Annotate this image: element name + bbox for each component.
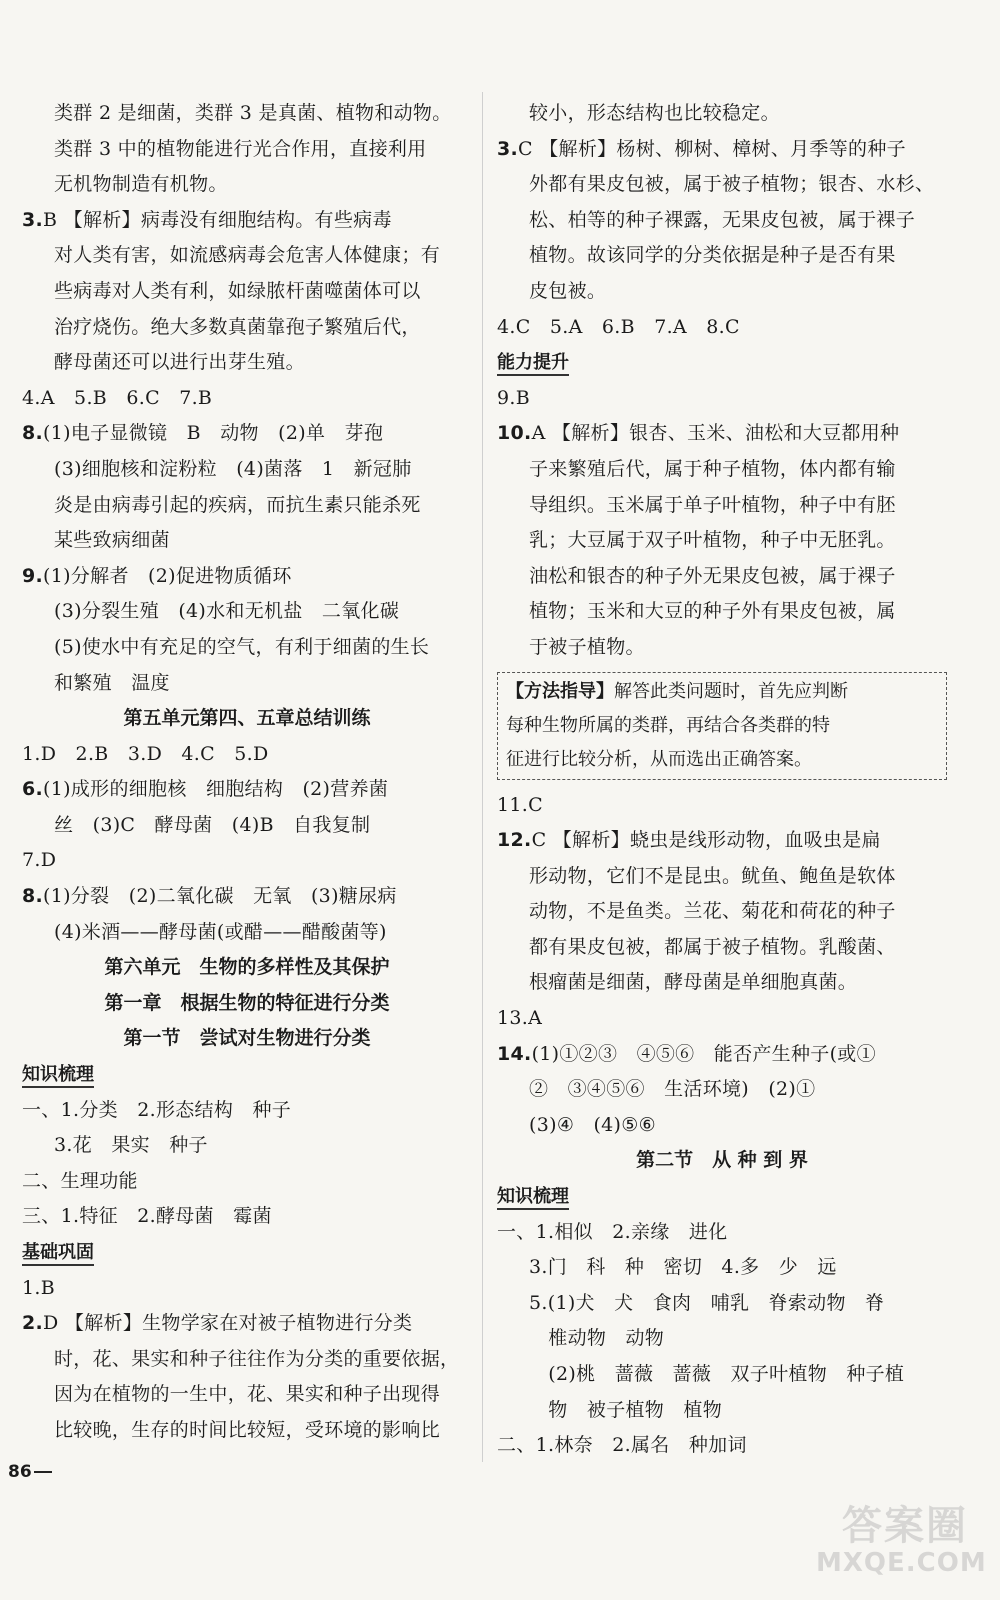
watermark-logo bbox=[812, 1494, 987, 1590]
answer-line bbox=[497, 203, 947, 239]
answer-text: 11.C bbox=[497, 793, 543, 816]
answer-text: (2)桃 蔷薇 蔷薇 双子叶植物 种子植 bbox=[529, 1363, 905, 1385]
subsection-label-text: 能力提升 bbox=[497, 352, 569, 376]
answer-text: B 【解析】病毒没有细胞结构。有些病毒 bbox=[43, 208, 392, 231]
answer-line bbox=[22, 559, 472, 595]
answer-line bbox=[497, 96, 947, 132]
answer-line bbox=[497, 1250, 947, 1286]
answer-line bbox=[497, 310, 947, 346]
answer-text: 二、生理功能 bbox=[22, 1169, 138, 1192]
answer-line bbox=[497, 1321, 947, 1357]
answer-text: (3)分裂生殖 (4)水和无机盐 二氧化碳 bbox=[54, 600, 400, 623]
answer-line bbox=[22, 96, 472, 132]
answer-text: 9.B bbox=[497, 386, 530, 409]
answer-text: (3)④ (4)⑤⑥ bbox=[529, 1113, 656, 1136]
answer-text: 导组织。玉米属于单子叶植物，种子中有胚 bbox=[529, 493, 896, 516]
answer-text: 因为在植物的一生中，花、果实和种子出现得 bbox=[54, 1383, 441, 1406]
answer-line bbox=[497, 788, 947, 824]
answer-line bbox=[497, 1215, 947, 1251]
answer-line bbox=[22, 772, 472, 808]
answer-text: 较小，形态结构也比较稳定。 bbox=[529, 102, 780, 124]
method-guide-line bbox=[506, 675, 938, 709]
answer-text: 3.花 果实 种子 bbox=[54, 1134, 208, 1157]
question-number: 3. bbox=[22, 208, 44, 231]
answer-line bbox=[22, 1413, 472, 1449]
answer-text: 椎动物 动物 bbox=[529, 1327, 665, 1350]
subsection-label bbox=[497, 1179, 947, 1215]
answer-text: 乳；大豆属于双子叶植物，种子中无胚乳。 bbox=[529, 529, 896, 552]
answer-line bbox=[22, 808, 472, 844]
answer-text: 植物；玉米和大豆的种子外有果皮包被，属 bbox=[529, 600, 896, 623]
answer-line bbox=[497, 1072, 947, 1108]
section-heading: 第二节 从 种 到 界 bbox=[636, 1149, 808, 1172]
answer-text: 无机物制造有机物。 bbox=[54, 173, 228, 196]
answer-text: 松、柏等的种子裸露，无果皮包被，属于裸子 bbox=[529, 208, 916, 231]
answer-text: 二、1.林奈 2.属名 种加词 bbox=[497, 1434, 747, 1457]
answer-line bbox=[22, 1164, 472, 1200]
answer-text: 类群 3 中的植物能进行光合作用，直接利用 bbox=[54, 137, 427, 160]
answer-text: 4.A 5.B 6.C 7.B bbox=[22, 386, 213, 409]
question-number: 6. bbox=[22, 778, 44, 801]
answer-text: 酵母菌还可以进行出芽生殖。 bbox=[54, 351, 305, 374]
answer-text: 治疗烧伤。绝大多数真菌靠孢子繁殖后代， bbox=[54, 315, 421, 338]
answer-line bbox=[497, 1357, 947, 1393]
answer-line bbox=[22, 879, 472, 915]
answer-text: 些病毒对人类有利，如绿脓杆菌噬菌体可以 bbox=[54, 279, 421, 302]
answer-line bbox=[22, 132, 472, 168]
answer-text: 于被子植物。 bbox=[529, 635, 645, 658]
answer-line bbox=[22, 523, 472, 559]
answer-line bbox=[497, 823, 947, 859]
answer-text: 形动物，它们不是昆虫。鱿鱼、鲍鱼是软体 bbox=[529, 864, 896, 887]
answer-text: 都有果皮包被，都属于被子植物。乳酸菌、 bbox=[529, 935, 896, 958]
answer-line bbox=[22, 915, 472, 951]
answer-text: (1)电子显微镜 B 动物 (2)单 芽孢 bbox=[43, 422, 384, 445]
section-heading: 第一节 尝试对生物进行分类 bbox=[123, 1027, 371, 1050]
answer-text: 类群 2 是细菌，类群 3 是真菌、植物和动物。 bbox=[54, 102, 452, 124]
answer-line bbox=[497, 965, 947, 1001]
answer-line bbox=[497, 859, 947, 895]
answer-line bbox=[22, 1271, 472, 1307]
answer-line bbox=[22, 1306, 472, 1342]
answer-line bbox=[497, 630, 947, 666]
answer-line bbox=[497, 416, 947, 452]
answer-text: (3)细胞核和淀粉粒 (4)菌落 1 新冠肺 bbox=[54, 457, 412, 480]
answer-line bbox=[22, 381, 472, 417]
answer-line bbox=[497, 1286, 947, 1322]
answer-text: 时，花、果实和种子往往作为分类的重要依据， bbox=[54, 1347, 460, 1370]
answer-line bbox=[22, 594, 472, 630]
answer-line bbox=[22, 452, 472, 488]
answer-line bbox=[497, 1037, 947, 1073]
section-heading: 第一章 根据生物的特征进行分类 bbox=[104, 991, 390, 1014]
answer-line bbox=[22, 1199, 472, 1235]
answer-text: 子来繁殖后代，属于种子植物，体内都有输 bbox=[529, 457, 896, 480]
answer-text: C 【解析】杨树、柳树、樟树、月季等的种子 bbox=[518, 137, 906, 160]
method-guide-text: 每种生物所属的类群，再结合各类群的特 bbox=[506, 714, 830, 736]
answer-line bbox=[497, 452, 947, 488]
answer-line bbox=[497, 894, 947, 930]
section-heading: 第五单元第四、五章总结训练 bbox=[123, 707, 371, 730]
answer-text: 动物，不是鱼类。兰花、菊花和荷花的种子 bbox=[529, 900, 896, 923]
answer-text: 一、1.相似 2.亲缘 进化 bbox=[497, 1220, 728, 1243]
answer-text: 比较晚，生存的时间比较短，受环境的影响比 bbox=[54, 1418, 441, 1441]
answer-text: (5)使水中有充足的空气，有利于细菌的生长 bbox=[54, 635, 430, 658]
answer-text: D 【解析】生物学家在对被子植物进行分类 bbox=[43, 1312, 413, 1335]
answer-text: 一、1.分类 2.形态结构 种子 bbox=[22, 1098, 292, 1121]
answer-text: (1)分解者 (2)促进物质循环 bbox=[43, 564, 292, 587]
answer-line bbox=[22, 843, 472, 879]
column-divider bbox=[482, 92, 483, 1462]
answer-text: 3.门 科 种 密切 4.多 少 远 bbox=[529, 1256, 837, 1279]
answer-text: 1.B bbox=[22, 1276, 55, 1299]
answer-text: (1)分裂 (2)二氧化碳 无氧 (3)糖尿病 bbox=[43, 885, 397, 908]
page-number: 86 bbox=[8, 1462, 52, 1482]
question-number: 12. bbox=[497, 829, 532, 852]
answer-text: 根瘤菌是细菌，酵母菌是单细胞真菌。 bbox=[529, 971, 858, 994]
question-number: 9. bbox=[22, 564, 44, 587]
answer-line bbox=[497, 1393, 947, 1429]
answer-text: 某些致病细菌 bbox=[54, 529, 170, 552]
answer-text: A 【解析】银杏、玉米、油松和大豆都用种 bbox=[531, 422, 900, 445]
answer-text: 1.D 2.B 3.D 4.C 5.D bbox=[22, 742, 269, 765]
answer-line bbox=[22, 488, 472, 524]
answer-line bbox=[22, 737, 472, 773]
question-number: 2. bbox=[22, 1312, 44, 1335]
answer-text: (4)米酒——酵母菌(或醋——醋酸菌等) bbox=[54, 920, 387, 943]
answer-line bbox=[22, 1128, 472, 1164]
answer-line bbox=[22, 1093, 472, 1129]
answer-text: (1)①②③ ④⑤⑥ 能否产生种子(或① bbox=[531, 1042, 876, 1065]
answer-line bbox=[22, 1342, 472, 1378]
answer-text: ② ③④⑤⑥ 生活环境) (2)① bbox=[529, 1078, 816, 1101]
answer-line bbox=[22, 167, 472, 203]
answer-line bbox=[22, 666, 472, 702]
method-guide-text: 解答此类问题时，首先应判断 bbox=[614, 680, 848, 702]
answer-line bbox=[22, 238, 472, 274]
answer-line bbox=[497, 167, 947, 203]
answer-line bbox=[497, 132, 947, 168]
answer-line bbox=[497, 594, 947, 630]
subsection-label-text: 基础巩固 bbox=[22, 1242, 94, 1266]
answer-text: C 【解析】蛲虫是线形动物，血吸虫是扁 bbox=[531, 829, 881, 852]
subsection-label-text: 知识梳理 bbox=[497, 1186, 569, 1210]
answer-text: 5.(1)犬 犬 食肉 哺乳 脊索动物 脊 bbox=[529, 1291, 885, 1314]
answer-line bbox=[22, 203, 472, 239]
answer-line bbox=[497, 1428, 947, 1464]
answer-line bbox=[497, 559, 947, 595]
answer-text: 13.A bbox=[497, 1007, 543, 1030]
answer-text: 三、1.特征 2.酵母菌 霉菌 bbox=[22, 1205, 272, 1228]
answer-text: 外都有果皮包被，属于被子植物；银杏、水杉、 bbox=[529, 173, 935, 196]
method-guide-text: 征进行比较分析，从而选出正确答案。 bbox=[506, 748, 812, 770]
question-number: 14. bbox=[497, 1042, 532, 1065]
answer-line bbox=[22, 1377, 472, 1413]
left-column bbox=[22, 96, 472, 1449]
answer-text: 和繁殖 温度 bbox=[54, 671, 170, 694]
subsection-label bbox=[22, 1235, 472, 1271]
question-number: 10. bbox=[497, 422, 532, 445]
answer-text: 油松和银杏的种子外无果皮包被，属于裸子 bbox=[529, 564, 896, 587]
method-guide-tag: 【方法指导】 bbox=[506, 680, 614, 702]
answer-text: (1)成形的细胞核 细胞结构 (2)营养菌 bbox=[43, 778, 389, 801]
answer-text: 皮包被。 bbox=[529, 279, 607, 302]
subsection-label bbox=[497, 345, 947, 381]
method-guide-box bbox=[497, 672, 947, 780]
answer-text: 4.C 5.A 6.B 7.A 8.C bbox=[497, 315, 740, 338]
answer-text: 丝 (3)C 酵母菌 (4)B 自我复制 bbox=[54, 813, 371, 836]
answer-text: 对人类有害，如流感病毒会危害人体健康；有 bbox=[54, 244, 441, 267]
question-number: 8. bbox=[22, 422, 44, 445]
answer-line bbox=[497, 1001, 947, 1037]
answer-line bbox=[497, 930, 947, 966]
question-number: 8. bbox=[22, 885, 44, 908]
answer-line bbox=[497, 381, 947, 417]
method-guide-line bbox=[506, 709, 938, 743]
section-heading: 第六单元 生物的多样性及其保护 bbox=[104, 956, 390, 979]
answer-line bbox=[22, 274, 472, 310]
subsection-label-text: 知识梳理 bbox=[22, 1064, 94, 1088]
answer-text: 7.D bbox=[22, 849, 57, 872]
answer-line bbox=[497, 238, 947, 274]
answer-text: 植物。故该同学的分类依据是种子是否有果 bbox=[529, 244, 896, 267]
right-column bbox=[497, 96, 947, 1464]
answer-line bbox=[22, 416, 472, 452]
answer-line bbox=[497, 523, 947, 559]
watermark-text: 答案圈 bbox=[842, 1503, 968, 1549]
method-guide-line bbox=[506, 743, 938, 777]
subsection-label bbox=[22, 1057, 472, 1093]
answer-line bbox=[497, 1108, 947, 1144]
question-number: 3. bbox=[497, 137, 519, 160]
answer-text: 物 被子植物 植物 bbox=[529, 1398, 723, 1421]
answer-line bbox=[497, 274, 947, 310]
answer-line bbox=[22, 310, 472, 346]
answer-line bbox=[22, 630, 472, 666]
watermark-url: MXQE.COM bbox=[816, 1548, 987, 1578]
answer-line bbox=[22, 345, 472, 381]
answer-line bbox=[497, 488, 947, 524]
answer-text: 炎是由病毒引起的疾病，而抗生素只能杀死 bbox=[54, 493, 421, 516]
